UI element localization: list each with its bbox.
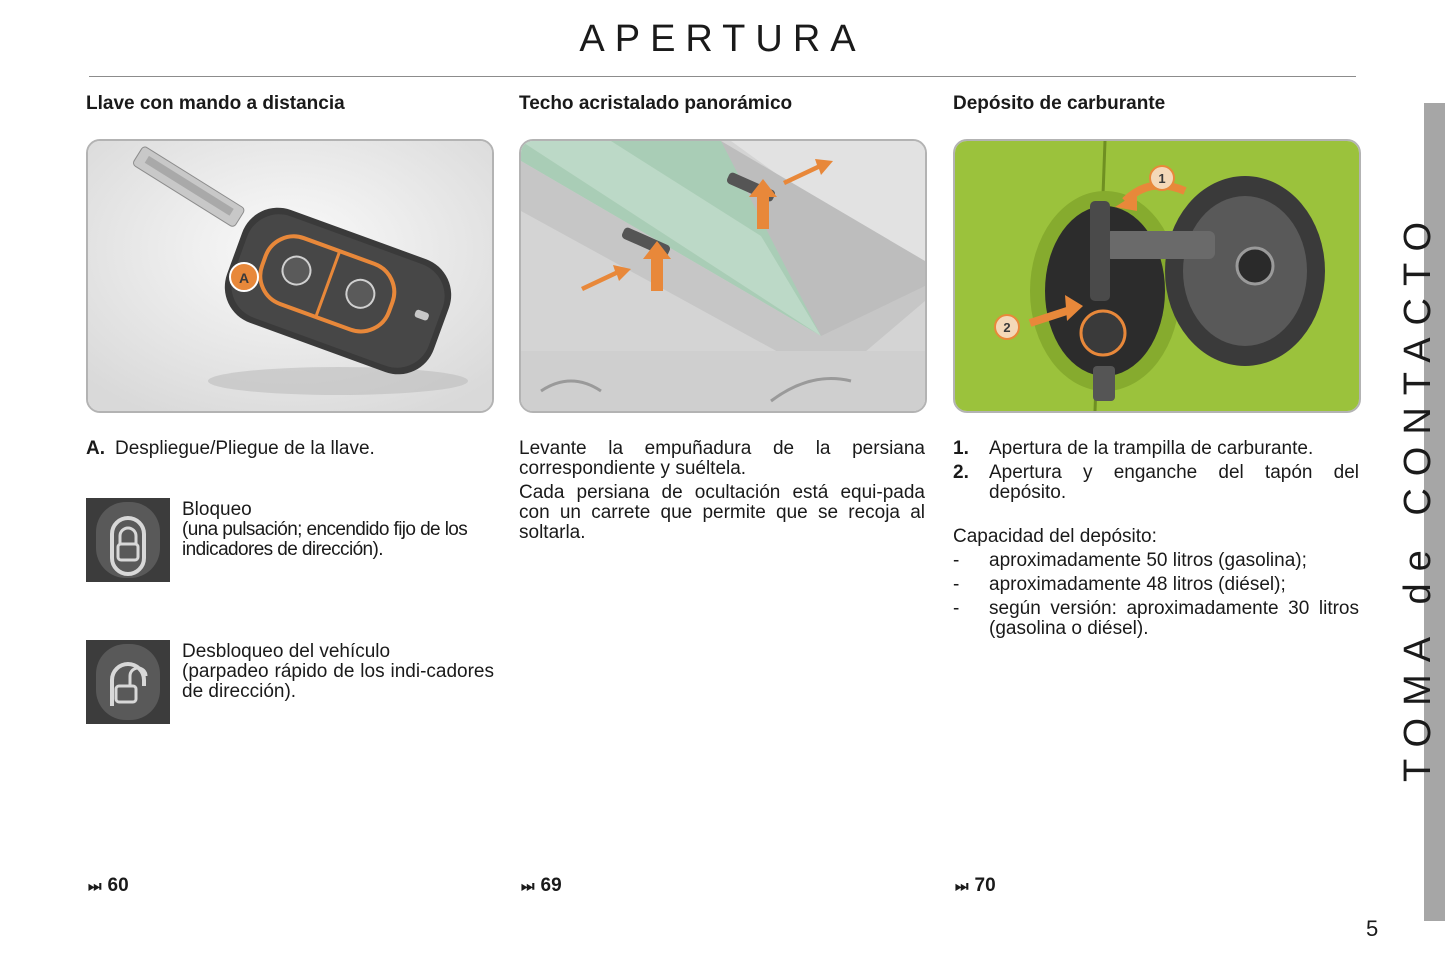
fuel-text [953, 439, 1359, 643]
section-heading-fuel: Depósito de carburante [953, 93, 1166, 114]
lock-title: Bloqueo [182, 499, 252, 520]
capacity-item: - aproximadamente 50 litros (gasolina); [953, 550, 1307, 571]
section-heading-sunroof: Techo acristalado panorámico [519, 93, 793, 114]
item-a-label: A. [86, 438, 105, 459]
unlock-text [182, 642, 494, 702]
fuel-steps [953, 439, 1359, 503]
sunroof-p1: Levante la empuñadura de la persiana correspondiente y suéltela. [519, 438, 925, 479]
lock-icon [86, 498, 170, 582]
key-figure [86, 139, 494, 413]
skip-forward-icon: ⏭ [88, 878, 102, 895]
capacity-list [953, 551, 1359, 639]
fuel-step: 2. Apertura y enganche del tapón del depósito. [953, 462, 1359, 503]
capacity-item: - según versión: aproximadamente 30 litros (gasolina o diésel). [953, 598, 1359, 639]
fuel-figure [953, 139, 1361, 413]
unlock-title: Desbloqueo del vehículo [182, 641, 391, 662]
fuel-step: 1. Apertura de la trampilla de carburante. [953, 438, 1314, 459]
column-fuel [953, 92, 1361, 639]
unlock-desc: (parpadeo rápido de los indi-cadores de dirección). [182, 661, 494, 702]
item-a-text: Despliegue/Pliegue de la llave. [115, 438, 375, 459]
section-side-title: TOMA de CONTACTO [1397, 209, 1439, 782]
sunroof-illustration [521, 141, 925, 411]
fuel-flap-illustration [955, 141, 1359, 411]
unlock-row [86, 640, 494, 724]
lock-desc: (una pulsación; encendido fijo de los indicadores de dirección). [182, 519, 468, 560]
unlock-icon [86, 640, 170, 724]
marker-a-label: A [238, 270, 250, 286]
title-divider [89, 76, 1356, 77]
section-heading-key: Llave con mando a distancia [86, 93, 345, 114]
marker-2-label: 2 [1003, 320, 1011, 335]
page-ref-70[interactable]: ⏭ 70 [955, 875, 996, 896]
page-ref-60[interactable]: ⏭ 60 [88, 875, 129, 896]
skip-forward-icon: ⏭ [955, 878, 969, 895]
remote-key-illustration [88, 141, 492, 411]
key-item-a [86, 439, 494, 459]
sunroof-figure [519, 139, 927, 413]
column-key [86, 92, 494, 702]
page-number: 5 [1366, 916, 1379, 941]
sunroof-text [519, 439, 925, 547]
lock-text [182, 500, 494, 560]
skip-forward-icon: ⏭ [521, 878, 535, 895]
capacity-title: Capacidad del depósito: [953, 526, 1157, 547]
page-ref-69[interactable]: ⏭ 69 [521, 875, 562, 896]
marker-1-label: 1 [1158, 171, 1166, 186]
lock-row [86, 498, 494, 582]
capacity-item: - aproximadamente 48 litros (diésel); [953, 574, 1286, 595]
sunroof-p2: Cada persiana de ocultación está equi-pada con un carrete que permite que se recoja al soltarla. [519, 482, 925, 543]
column-sunroof [519, 92, 927, 543]
page-title: APERTURA [579, 18, 866, 60]
